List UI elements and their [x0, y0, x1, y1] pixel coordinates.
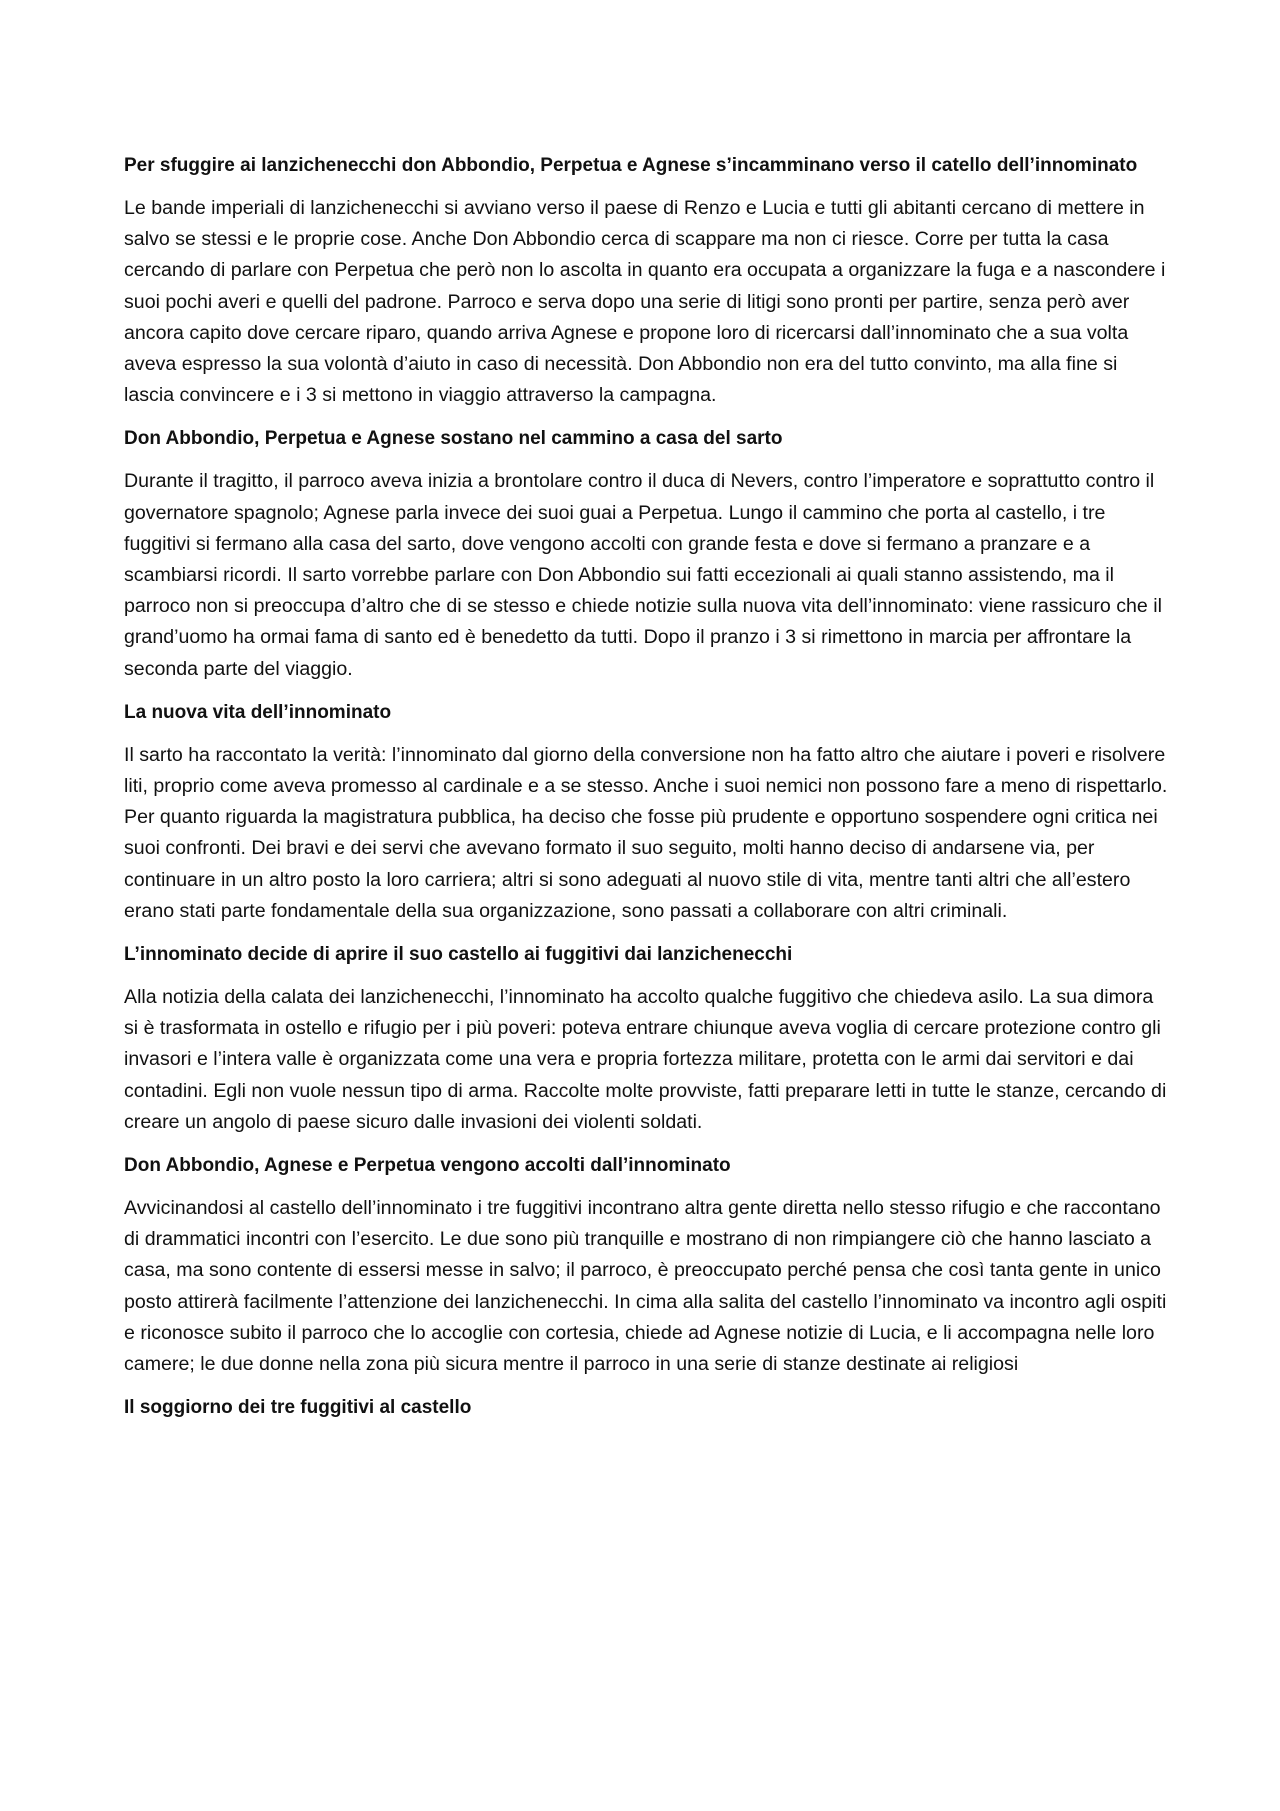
section-heading: La nuova vita dell’innominato: [124, 701, 392, 723]
section-paragraph: Durante il tragitto, il parroco aveva inizia a brontolare contro il duca di Nevers, contro l’imperatore e soprattutto contro il governatore spagnolo; Agnese parla invece dei suoi guai a Perpetua. Lungo il cammino che porta al castello, i tre fuggitivi si fermano alla casa del sarto, dove vengono accolti con grande festa e dove si fermano a pranzare e a scambiarsi ricordi. Il sarto vorrebbe parlare con Don Abbondio sui fatti eccezionali ai quali stanno assistendo, ma il parroco non si preoccupa d’altro che di se stesso e chiede notizie sulla nuova vita dell’innominato: viene rassicuro che il grand’uomo ha ormai fama di santo ed è benedetto da tutti. Dopo il pranzo i 3 si rimettono in marcia per affrontare la seconda parte del viaggio.: [124, 470, 1162, 680]
section-heading: Don Abbondio, Perpetua e Agnese sostano nel cammino a casa del sarto: [124, 428, 783, 450]
section-heading: L’innominato decide di aprire il suo castello ai fuggitivi dai lanzichenecchi: [124, 944, 793, 966]
section-paragraph: Avvicinandosi al castello dell’innominato i tre fuggitivi incontrano altra gente diretta nello stesso rifugio e che raccontano di drammatici incontri con l’esercito. Le due sono più tranquille e mostrano di non rimpiangere ciò che hanno lasciato a casa, ma sono contente di essersi messe in salvo; il parroco, è preoccupato perché pensa che così tanta gente in unico posto attirerà facilmente l’attenzione dei lanzichenecchi. In cima alla salita del castello l’innominato va incontro agli ospiti e riconosce subito il parroco che lo accoglie con cortesia, chiede ad Agnese notizie di Lucia, e li accompagna nelle loro camere; le due donne nella zona più sicura mentre il parroco in una serie di stanze destinate ai religiosi: [124, 1197, 1167, 1376]
section-paragraph: Le bande imperiali di lanzichenecchi si avviano verso il paese di Renzo e Lucia e tutti gli abitanti cercano di mettere in salvo se stessi e le proprie cose. Anche Don Abbondio cerca di scappare ma non ci riesce. Corre per tutta la casa cercando di parlare con Perpetua che però non lo ascolta in quanto era occupata a organizzare la fuga e a nascondere i suoi pochi averi e quelli del padrone. Parroco e serva dopo una serie di litigi sono pronti per partire, senza però aver ancora capito dove cercare riparo, quando arriva Agnese e propone loro di ricercarsi dall’innominato che a sua volta aveva espresso la sua volontà d’aiuto in caso di necessità. Don Abbondio non era del tutto convinto, ma alla fine si lascia convincere e i 3 si mettono in viaggio attraverso la campagna.: [124, 197, 1166, 407]
section-heading: Don Abbondio, Agnese e Perpetua vengono accolti dall’innominato: [124, 1155, 731, 1177]
section-heading: Per sfuggire ai lanzichenecchi don Abbondio, Perpetua e Agnese s’incamminano verso il catello dell’innominato: [124, 155, 1138, 176]
document-body: [124, 150, 1169, 1435]
section-paragraph: Alla notizia della calata dei lanzichenecchi, l’innominato ha accolto qualche fuggitivo che chiedeva asilo. La sua dimora si è trasformata in ostello e rifugio per i più poveri: poteva entrare chiunque aveva voglia di cercare protezione contro gli invasori e l’intera valle è organizzata come una vera e propria fortezza militare, protetta con le armi dai servitori e dai contadini. Egli non vuole nessun tipo di arma. Raccolte molte provviste, fatti preparare letti in tutte le stanze, cercando di creare un angolo di paese sicuro dalle invasioni dei violenti soldati.: [124, 986, 1167, 1133]
section-heading: Il soggiorno dei tre fuggitivi al castello: [124, 1397, 472, 1419]
section-paragraph: Il sarto ha raccontato la verità: l’innominato dal giorno della conversione non ha fatto altro che aiutare i poveri e risolvere liti, proprio come aveva promesso al cardinale e a se stesso. Anche i suoi nemici non possono fare a meno di rispettarlo. Per quanto riguarda la magistratura pubblica, ha deciso che fosse più prudente e opportuno sospendere ogni critica nei suoi confronti. Dei bravi e dei servi che avevano formato il suo seguito, molti hanno deciso di andarsene via, per continuare in un altro posto la loro carriera; altri si sono adeguati al nuovo stile di vita, mentre tanti altri che all’estero erano stati parte fondamentale della sua organizzazione, sono passati a collaborare con altri criminali.: [124, 743, 1168, 922]
